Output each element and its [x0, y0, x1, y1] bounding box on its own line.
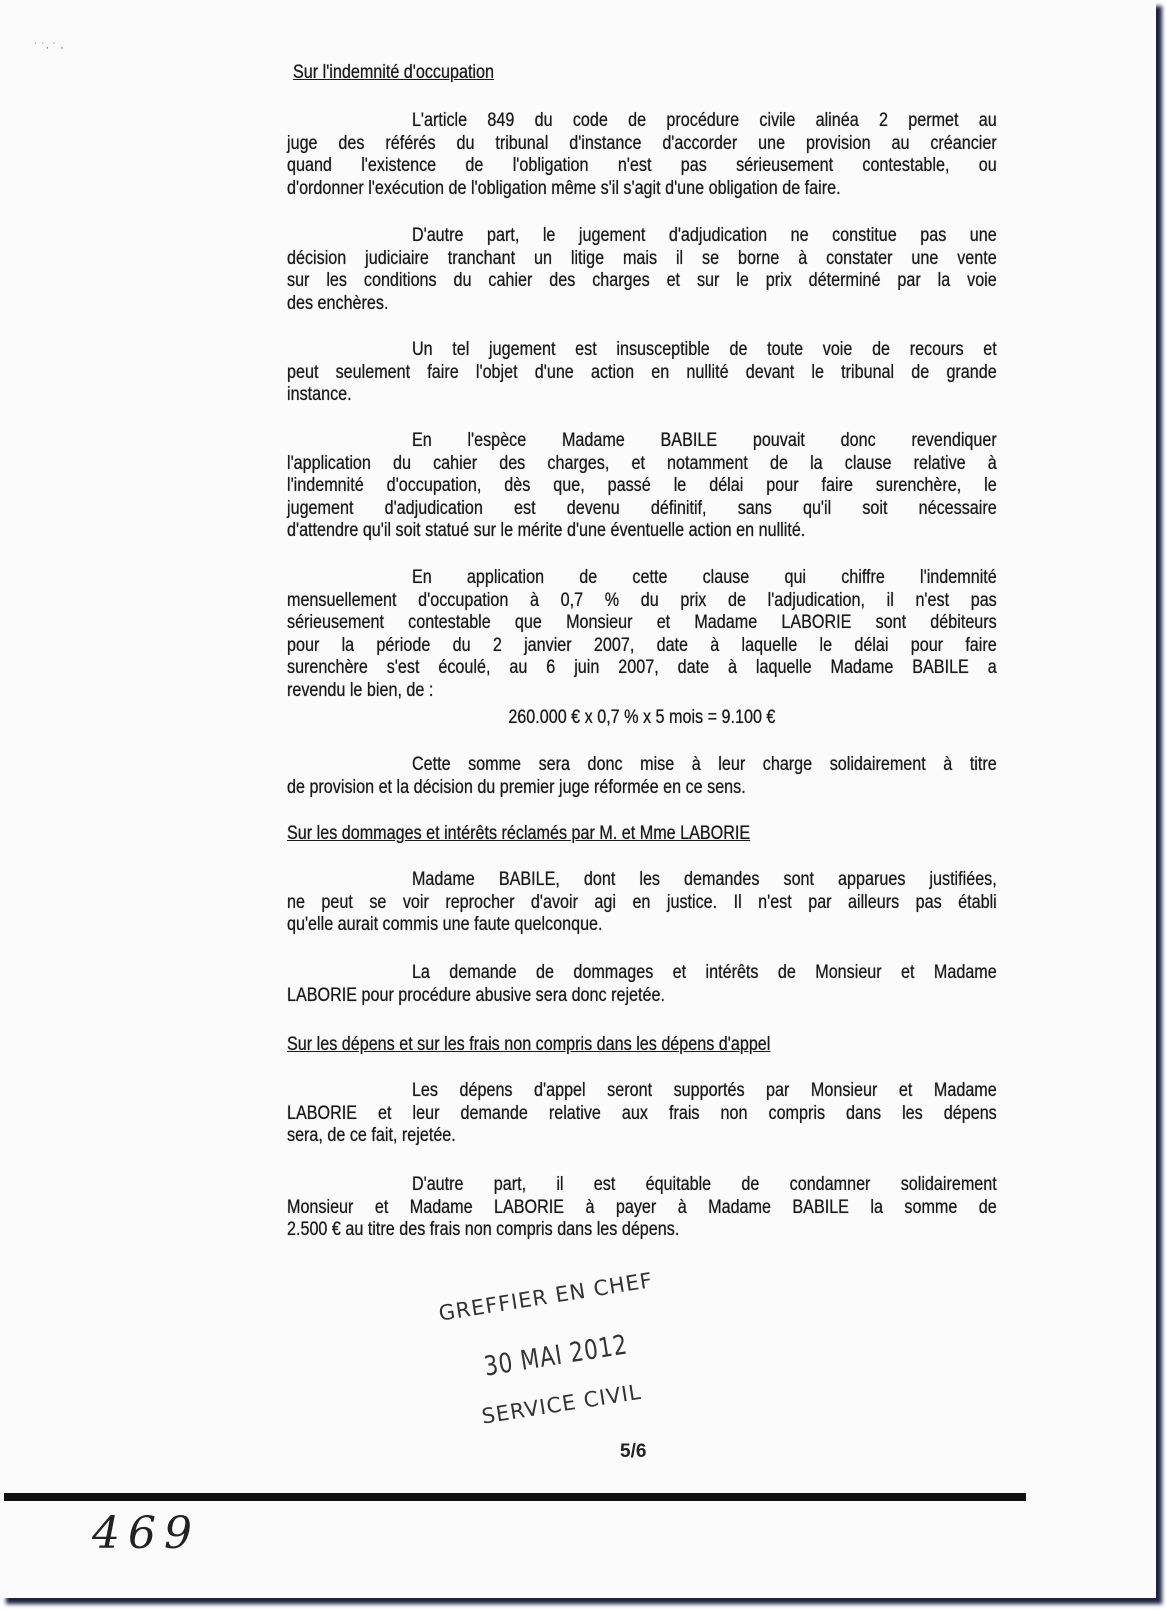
text-line: En l'espèce Madame BABILE pouvait donc revendiquer [411, 430, 997, 451]
text-line: de provision et la décision du premier juge réformée en ce sens. [287, 776, 746, 798]
text-line: d'ordonner l'exécution de l'obligation même s'il s'agit d'une obligation de faire. [287, 177, 841, 199]
text-line: D'autre part, le jugement d'adjudication ne constitue pas une [411, 225, 997, 246]
text-line: qu'elle aurait commis une faute quelconque. [287, 914, 603, 936]
text-line: En application de cette clause qui chiffre l'indemnité [411, 567, 997, 588]
paragraph [287, 754, 997, 799]
page-number: 5/6 [620, 1441, 647, 1462]
scan-specks: ˙ ˙· ˙ · [34, 40, 64, 54]
text-line: Madame BABILE, dont les demandes sont apparues justifiées, [411, 869, 997, 890]
text-line: décision judiciaire tranchant un litige mais il se borne à constater une vente [287, 247, 997, 269]
stamp-title: GREFFIER EN CHEF [437, 1268, 655, 1326]
stamp-date: 30 MAI 2012 [482, 1329, 630, 1383]
paragraph [287, 1174, 997, 1242]
text-line: La demande de dommages et intérêts de Monsieur et Madame [411, 962, 997, 983]
section-heading: Sur les dommages et intérêts réclamés par M. et Mme LABORIE [287, 823, 751, 844]
paragraph [287, 110, 997, 200]
text-line: Cette somme sera donc mise à leur charge solidairement à titre [411, 754, 997, 775]
section-heading: Sur l'indemnité d'occupation [293, 62, 494, 83]
text-line: L'article 849 du code de procédure civile alinéa 2 permet au [411, 110, 997, 131]
paragraph [287, 1080, 997, 1148]
paragraph [287, 869, 997, 937]
text-line: 2.500 € au titre des frais non compris dans les dépens. [287, 1219, 680, 1241]
paragraph [287, 339, 997, 407]
text-line: peut seulement faire l'objet d'une action en nullité devant le tribunal de grande [287, 361, 997, 383]
text-line: D'autre part, il est équitable de condamner solidairement [411, 1174, 997, 1195]
text-line: Les dépens d'appel seront supportés par Monsieur et Madame [411, 1080, 997, 1101]
text-line: quand l'existence de l'obligation n'est pas sérieusement contestable, ou [287, 155, 997, 177]
text-line: l'indemnité d'occupation, dès que, passé le délai pour faire surenchère, le [287, 475, 997, 497]
text-line: Un tel jugement est insusceptible de toute voie de recours et [411, 339, 997, 360]
text-line: pour la période du 2 janvier 2007, date à laquelle le délai pour faire [287, 634, 997, 656]
text-line: d'attendre qu'il soit statué sur le mérite d'une éventuelle action en nullité. [287, 520, 806, 542]
text-line: sera, de ce fait, rejetée. [287, 1125, 456, 1147]
text-line: LABORIE et leur demande relative aux frais non compris dans les dépens [287, 1102, 997, 1124]
paragraph [287, 430, 997, 543]
stamp-service: SERVICE CIVIL [480, 1379, 644, 1429]
calculation-formula: 260.000 € x 0,7 % x 5 mois = 9.100 € [508, 706, 776, 728]
text-line: mensuellement d'occupation à 0,7 % du prix de l'adjudication, il n'est pas [287, 589, 997, 611]
text-line: surenchère s'est écoulé, au 6 juin 2007, date à laquelle Madame BABILE a [287, 657, 997, 679]
text-line: instance. [287, 384, 352, 406]
text-line: juge des référés du tribunal d'instance d'accorder une provision au créancier [287, 132, 997, 154]
text-line: sérieusement contestable que Monsieur et Madame LABORIE sont débiteurs [287, 612, 997, 634]
text-line: LABORIE pour procédure abusive sera donc rejetée. [287, 984, 665, 1006]
section-heading: Sur les dépens et sur les frais non compris dans les dépens d'appel [287, 1034, 771, 1055]
text-line: l'application du cahier des charges, et notamment de la clause relative à [287, 452, 997, 474]
text-line: revendu le bien, de : [287, 679, 434, 701]
handwritten-number: 469 [92, 1508, 200, 1559]
text-line: ne peut se voir reprocher d'avoir agi en justice. Il n'est par ailleurs pas établi [287, 891, 997, 913]
paragraph [287, 567, 997, 729]
text-line: sur les conditions du cahier des charges et sur le prix déterminé par la voie [287, 270, 997, 292]
paragraph [287, 962, 997, 1007]
text-line: des enchères. [287, 292, 389, 314]
paragraph [287, 225, 997, 315]
text-line: jugement d'adjudication est devenu définitif, sans qu'il soit nécessaire [287, 497, 997, 519]
text-line: Monsieur et Madame LABORIE à payer à Madame BABILE la somme de [287, 1196, 997, 1218]
footer-rule [4, 1493, 1026, 1501]
